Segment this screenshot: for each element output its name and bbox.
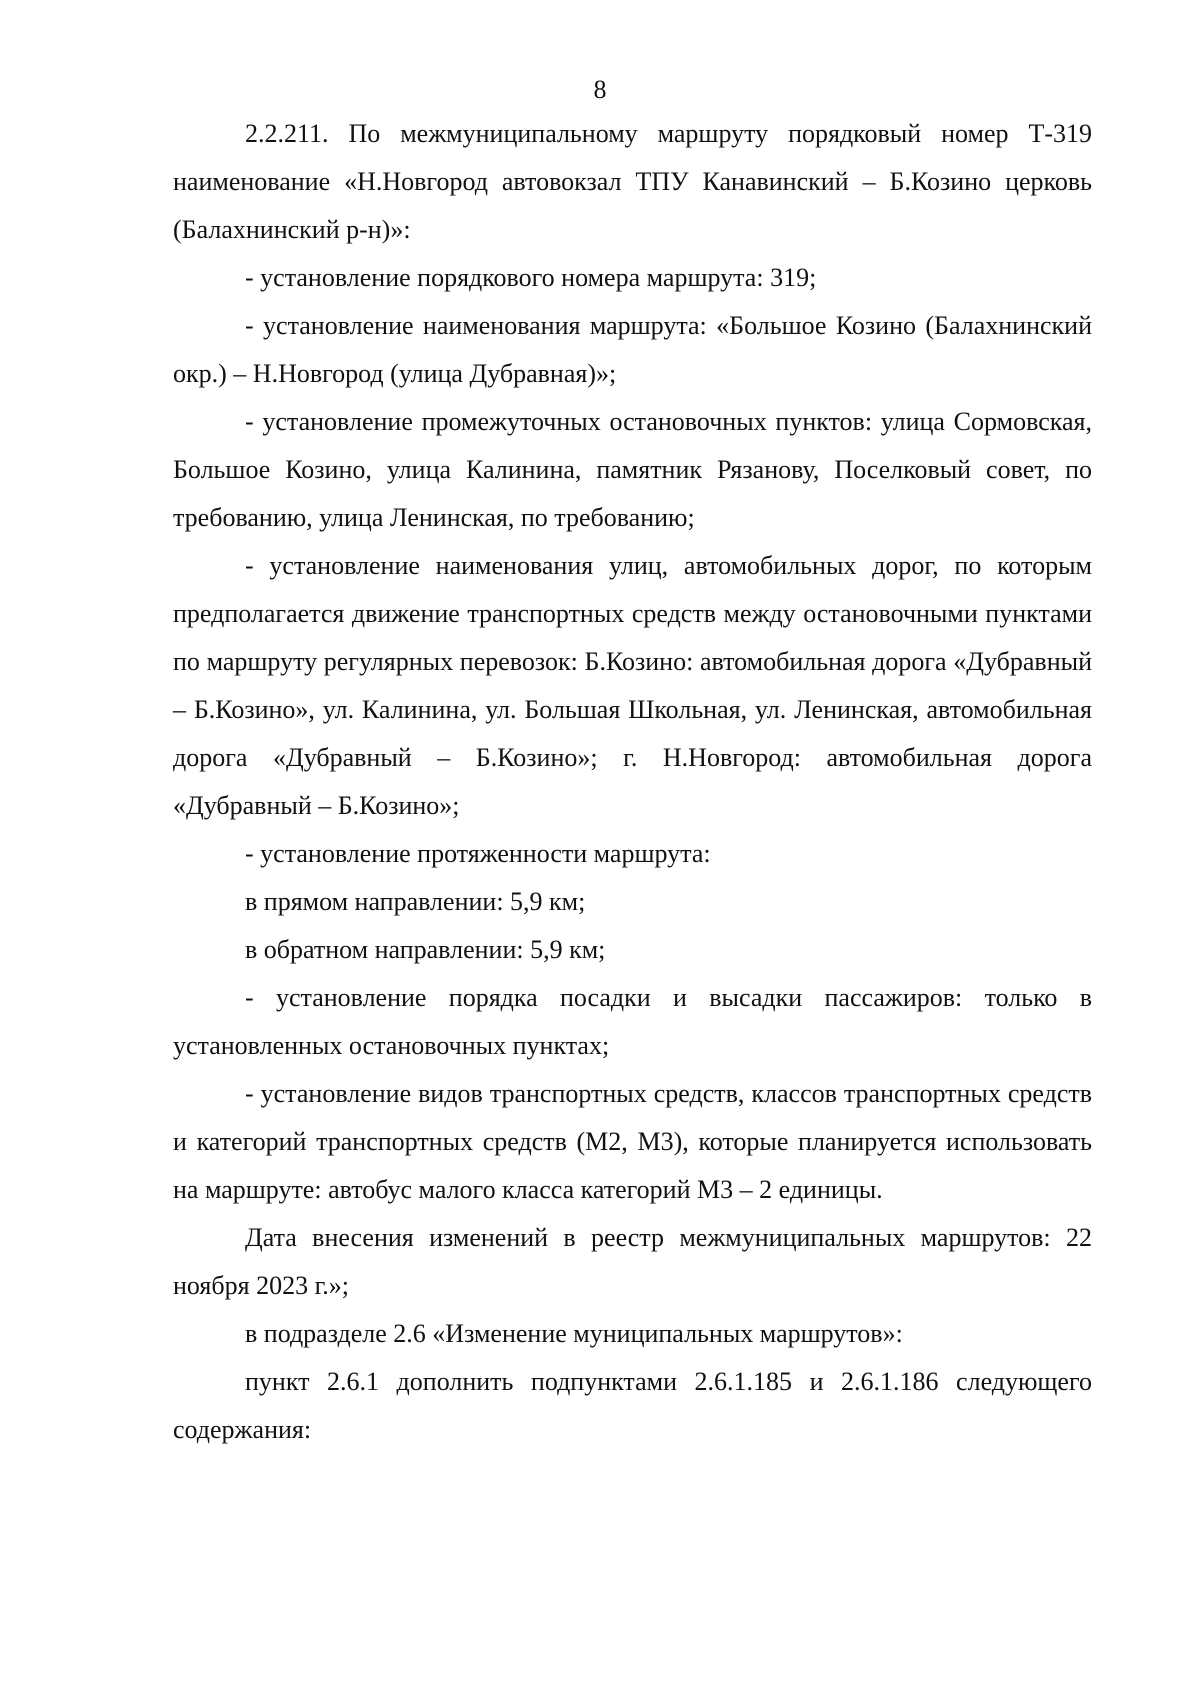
paragraph-route-header: 2.2.211. По межмуниципальному маршруту порядковый номер Т-319 наименование «Н.Новгород автовокзал ТПУ Канавинский – Б.Козино церковь (Балахнинский р-н)»: bbox=[173, 119, 1092, 244]
paragraph-vehicle-types: - установление видов транспортных средств, классов транспортных средств и категорий транспортных средств (М2, М3), которые планируется использовать на маршруте: автобус малого класса категорий М3 – 2 единицы. bbox=[173, 1079, 1092, 1204]
paragraph-registry-date: Дата внесения изменений в реестр межмуниципальных маршрутов: 22 ноября 2023 г.»; bbox=[173, 1223, 1092, 1300]
paragraph-reverse-length: в обратном направлении: 5,9 км; bbox=[245, 935, 606, 964]
paragraph-route-number: - установление порядкового номера маршрута: 319; bbox=[245, 263, 817, 292]
paragraph-route-name: - установление наименования маршрута: «Большое Козино (Балахнинский окр.) – Н.Новгород (улица Дубравная)»; bbox=[173, 311, 1092, 388]
document-body bbox=[173, 110, 1092, 1454]
paragraph-boarding-order: - установление порядка посадки и высадки пассажиров: только в установленных остановочных пунктах; bbox=[173, 983, 1092, 1060]
paragraph-route-length: - установление протяженности маршрута: bbox=[245, 839, 711, 868]
paragraph-forward-length: в прямом направлении: 5,9 км; bbox=[245, 887, 586, 916]
paragraph-subsection-2-6: в подразделе 2.6 «Изменение муниципальных маршрутов»: bbox=[245, 1319, 903, 1348]
paragraph-item-2-6-1: пункт 2.6.1 дополнить подпунктами 2.6.1.185 и 2.6.1.186 следующего содержания: bbox=[173, 1367, 1092, 1444]
paragraph-intermediate-stops: - установление промежуточных остановочных пунктов: улица Сормовская, Большое Козино, улица Калинина, памятник Рязанову, Поселковый совет, по требованию, улица Ленинская, по требованию; bbox=[173, 407, 1092, 532]
page-number: 8 bbox=[593, 75, 607, 104]
paragraph-streets-roads: - установление наименования улиц, автомобильных дорог, по которым предполагается движение транспортных средств между остановочными пунктами по маршруту регулярных перевозок: Б.Козино: автомобильная дорога «Дубравный – Б.Козино», ул. Калинина, ул. Большая Школьная, ул. Ленинская, автомобильная дорога «Дубравный – Б.Козино»; г. Н.Новгород: автомобильная дорога «Дубравный – Б.Козино»; bbox=[173, 551, 1092, 820]
